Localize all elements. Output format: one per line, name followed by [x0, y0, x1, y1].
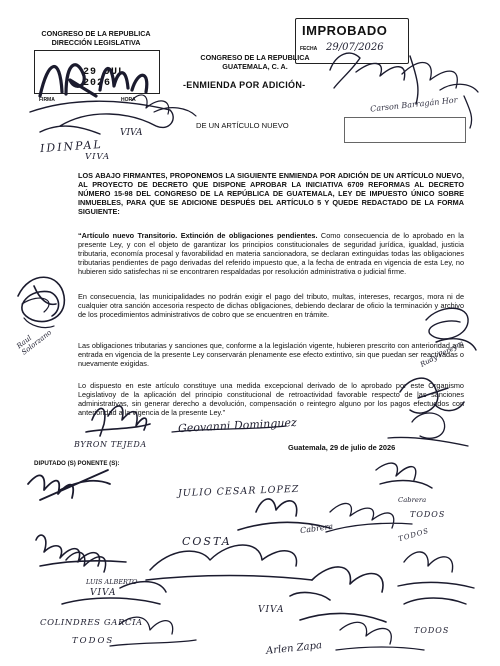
signature-lower-right	[398, 552, 474, 604]
handwritten-byron: BYRON TEJEDA	[74, 440, 147, 449]
signature-left-loop	[18, 277, 64, 321]
signature-byron	[86, 406, 150, 436]
article-paragraph-4: Lo dispuesto en este artículo constituye una medida excepcional derivado de lo aprobado por este Organismo Legislativoy de la aplicación del principio constitucional de retroactividad favorable respecto de las sanciones administrativas, sin generar derecho a devolución, compensación o reintegro alguno por los pagos efectuados con anterioridad a la vigencia de la presente Ley.”	[78, 381, 464, 418]
handwritten-viva-1: VIVA	[120, 128, 143, 138]
article-paragraph-3: Las obligaciones tributarias y sanciones que, conforme a la legislación vigente, hubieren prescrito con anterioridad a la entrada en vigencia de la presente Ley conservarán plenamente ese efecto extintivo, sin que puedan ser reactivadas o nuevamente exigidas.	[78, 341, 464, 369]
center-header-line2: GUATEMALA, C. A.	[222, 61, 288, 71]
signature-lucas	[36, 535, 126, 566]
fecha-label: FECHA	[300, 46, 318, 52]
article-heading: “Artículo nuevo Transitorio. Extinción de obligaciones pendientes.	[78, 231, 318, 240]
handwritten-julio: JULIO CESAR LOPEZ	[177, 483, 300, 500]
center-header-line1: CONGRESO DE LA REPUBLICA	[200, 53, 310, 62]
signature-lower-left	[62, 552, 166, 604]
signature-right-cluster-2	[326, 503, 412, 532]
signature-center-large	[238, 499, 330, 530]
left-header-line2: DIRECCIÓN LEGISLATIVA	[51, 37, 141, 47]
handwritten-viva-3: VIVA	[90, 588, 117, 598]
firma-label: FIRMA	[39, 97, 55, 103]
handwritten-name-top-right: Carson Barragán Hor	[369, 95, 458, 114]
handwritten-todos-4: TODOS	[414, 626, 450, 635]
handwritten-arlen: Arlen Zapa	[265, 640, 323, 657]
ponentes-label: DIPUTADO (S) PONENTE (S):	[34, 460, 120, 467]
signature-stamp-overlay	[40, 65, 147, 96]
hora-label: HORA	[121, 97, 136, 103]
signature-stamp-overlay-2	[30, 101, 173, 134]
handwritten-geovanni: Geovanni Dominguez	[177, 415, 298, 436]
handwritten-luis: LUIS ALBERTO	[86, 578, 138, 586]
signature-right-scrawl	[400, 378, 464, 413]
date-line: Guatemala, 29 de julio de 2026	[288, 443, 396, 452]
handwritten-viva-4: VIVA	[258, 605, 285, 615]
signature-bottom-right	[336, 622, 424, 650]
received-date: 29 JUL 2026	[83, 67, 126, 89]
document-title: -ENMIENDA POR ADICIÓN-	[183, 80, 306, 90]
handwritten-todos-2: TODOS	[397, 526, 431, 544]
signature-right-middle	[426, 308, 476, 350]
signature-center-long	[146, 545, 312, 580]
left-header-line1: CONGRESO DE LA REPUBLICA	[41, 29, 151, 38]
article-paragraph-1-text: Como consecuencia de lo aprobado en la presente Ley, y con el objeto de garantizar los principios constitucionales de seguridad jurídica, igualdad, justicia tributaria, economía procesal y favorabilidad en materia sancionadora, se declaran extinguidas todas las obligaciones tributarias pendientes de pago derivadas del referido impuesto que, a la fecha de entrada en vigencia de esta Ley, no hubieren sido satisfechas ni se encontraren respaldadas por resolución administrativa o judicial firme.	[78, 231, 464, 277]
signature-bottom-left	[110, 617, 196, 646]
intro-paragraph: LOS ABAJO FIRMANTES, PROPONEMOS LA SIGUIENTE ENMIENDA POR ADICIÓN DE UN ARTÍCULO NUEVO, AL PROYECTO DE DECRETO QUE DISPONE APROBAR LA INICIATIVA 6709 REFORMAS AL DECRETO NÚMERO 15-98 DEL CONGRESO DE LA REPÚBLICA DE GUATEMALA, LEY DE IMPUESTO ÚNICO SOBRE INMUEBLES, PARA QUE SE ADICIONE DESPUÉS DEL ARTÍCULO 5 Y QUEDE REDACTADO DE LA FORMA SIGUIENTE:	[78, 171, 464, 217]
signature-right-scrawl-2	[388, 413, 468, 446]
signature-lower-center	[290, 567, 386, 622]
handwritten-rudy: Rudy Pereyra	[418, 339, 466, 369]
signature-left-loop-2	[22, 298, 54, 328]
signature-top-right-2	[402, 63, 478, 128]
signature-right-cluster-1	[376, 463, 432, 488]
signature-geovanni-underline	[172, 426, 286, 432]
document-subtitle: DE UN ARTÍCULO NUEVO	[196, 121, 289, 130]
handwritten-colindres: COLINDRES GARCIA	[40, 618, 143, 628]
handwritten-cabrera-2: Cabrera	[299, 521, 334, 536]
handwritten-costa: COSTA	[182, 535, 232, 548]
signature-top-right-1	[330, 53, 418, 104]
signature-hand-top-center	[132, 95, 196, 116]
handwritten-idinpal: IDINPAL	[39, 137, 104, 156]
signature-left-row-1	[28, 470, 110, 500]
handwritten-viva-2: VIVA	[85, 152, 111, 162]
handwritten-todos-3: TODOS	[72, 636, 115, 646]
article-paragraph-2: En consecuencia, las municipalidades no podrán exigir el pago del tributo, multas, intereses, recargos, mora ni de cualquier otra sanción accesoria respecto de dichas obligaciones, debiendo declarar de oficio la terminación y archivo de los procedimientos administrativos de cobro que se encuentren en trámite.	[78, 292, 464, 320]
handwritten-raul: Raul Solorzano	[15, 328, 54, 357]
fecha-value: 29/07/2026	[326, 42, 384, 53]
approved-stamp-text: IMPROBADO	[302, 23, 388, 38]
handwritten-todos-1: TODOS	[410, 510, 446, 519]
handwritten-cabrera: Cabrera	[398, 496, 427, 504]
